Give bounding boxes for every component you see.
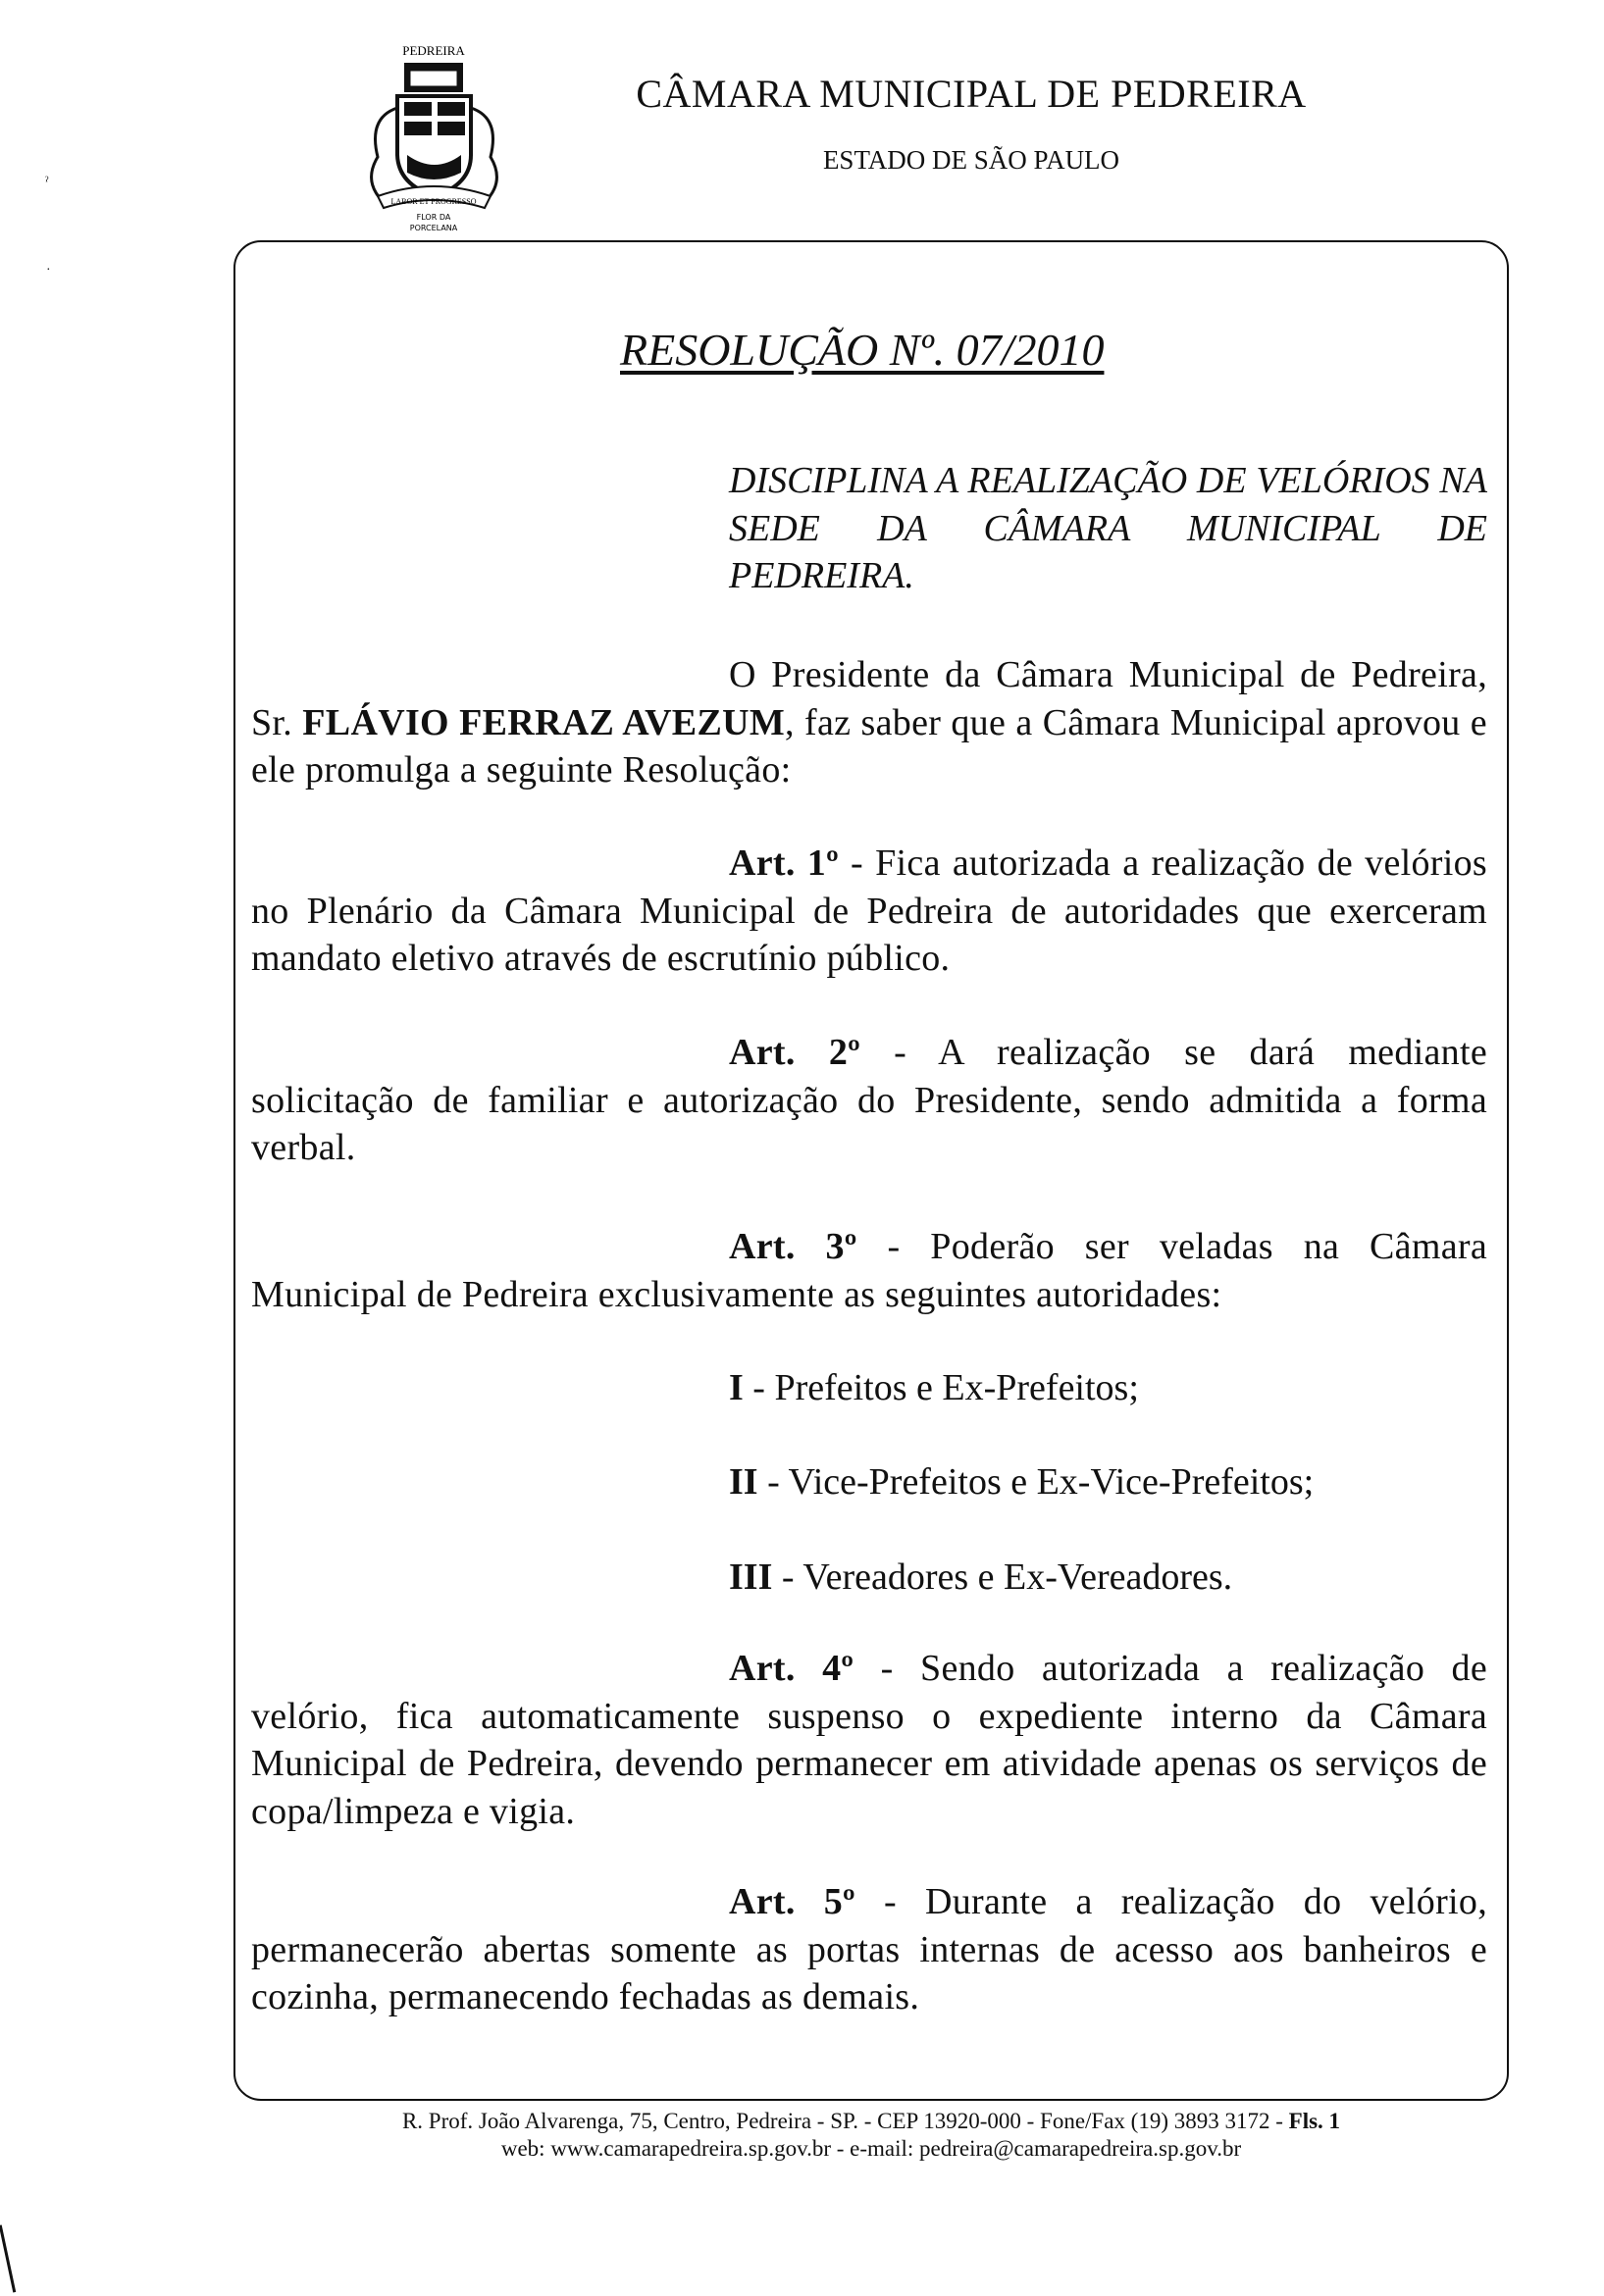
president-name: FLÁVIO FERRAZ AVEZUM — [302, 701, 786, 743]
scan-mark — [0, 2224, 16, 2292]
article-2 — [251, 1029, 1487, 1172]
preamble-text: , faz saber que a Câmara Municipal aprovou e ele promulga a seguinte Resolução: — [251, 701, 1487, 791]
item-label: III — [729, 1556, 773, 1598]
page-number: Fls. 1 — [1288, 2109, 1341, 2133]
preamble-text: O Presidente da Câmara Municipal de Pedreira, Sr. — [251, 654, 1487, 743]
scan-mark: ˀ — [45, 175, 49, 189]
article-label: Art. 2º — [729, 1032, 860, 1073]
article-text: - A realização se dará mediante solicitação de familiar e autorização do Presidente, sendo admitida a forma verbal. — [251, 1032, 1487, 1169]
institution-title: CÂMARA MUNICIPAL DE PEDREIRA — [636, 72, 1307, 116]
article-label: Art. 4º — [729, 1648, 854, 1689]
article-label: Art. 3º — [729, 1226, 857, 1267]
resolution-title: RESOLUÇÃO Nº. 07/2010 — [620, 325, 1105, 375]
footer-address — [233, 2109, 1509, 2134]
svg-text:LABOR ET PROGRESSO: LABOR ET PROGRESSO — [390, 197, 477, 206]
list-item — [729, 1364, 1494, 1412]
coat-of-arms-logo — [353, 39, 515, 235]
article-text: - Poderão ser veladas na Câmara Municipal de Pedreira exclusivamente as seguintes autoridades: — [251, 1226, 1487, 1315]
article-text: - Sendo autorizada a realização de velório, fica automaticamente suspenso o expediente interno da Câmara Municipal de Pedreira, devendo permanecer em atividade apenas os serviços de copa/limpeza e vigia. — [251, 1648, 1488, 1832]
item-text: - Vice-Prefeitos e Ex-Vice-Prefeitos; — [757, 1461, 1315, 1503]
article-label: Art. 5º — [729, 1881, 855, 1922]
ementa: DISCIPLINA A REALIZAÇÃO DE VELÓRIOS NA SEDE DA CÂMARA MUNICIPAL DE PEDREIRA. — [729, 460, 1487, 597]
article-label: Art. 1º — [729, 842, 839, 884]
item-label: II — [729, 1461, 758, 1503]
list-item — [729, 1458, 1494, 1506]
article-1 — [251, 840, 1487, 983]
preamble-paragraph — [251, 651, 1487, 794]
item-text: - Vereadores e Ex-Vereadores. — [772, 1556, 1233, 1598]
item-label: I — [729, 1367, 744, 1408]
article-text: - Durante a realização do velório, permanecerão abertas somente as portas internas de acesso aos banheiros e cozinha, permanecendo fechadas as demais. — [251, 1881, 1487, 2018]
scan-mark: · — [46, 263, 51, 278]
svg-text:PEDREIRA: PEDREIRA — [402, 43, 465, 58]
svg-text:PORCELANA: PORCELANA — [409, 224, 458, 232]
address-text: R. Prof. João Alvarenga, 75, Centro, Pedreira - SP. - CEP 13920-000 - Fone/Fax (19) 3893 3172 - — [401, 2109, 1289, 2133]
article-text: - Fica autorizada a realização de velórios no Plenário da Câmara Municipal de Pedreira de autoridades que exerceram mandato eletivo através de escrutínio público. — [251, 842, 1488, 980]
footer-contact: web: www.camarapedreira.sp.gov.br - e-mail: pedreira@camarapedreira.sp.gov.br — [500, 2136, 1242, 2161]
institution-subtitle: ESTADO DE SÃO PAULO — [822, 145, 1120, 175]
item-text: - Prefeitos e Ex-Prefeitos; — [743, 1367, 1139, 1408]
svg-text:FLOR DA: FLOR DA — [416, 213, 451, 222]
article-4 — [251, 1645, 1487, 1835]
article-3 — [251, 1223, 1487, 1318]
article-5 — [251, 1878, 1487, 2021]
list-item — [729, 1554, 1494, 1602]
coat-of-arms-icon — [353, 39, 515, 235]
